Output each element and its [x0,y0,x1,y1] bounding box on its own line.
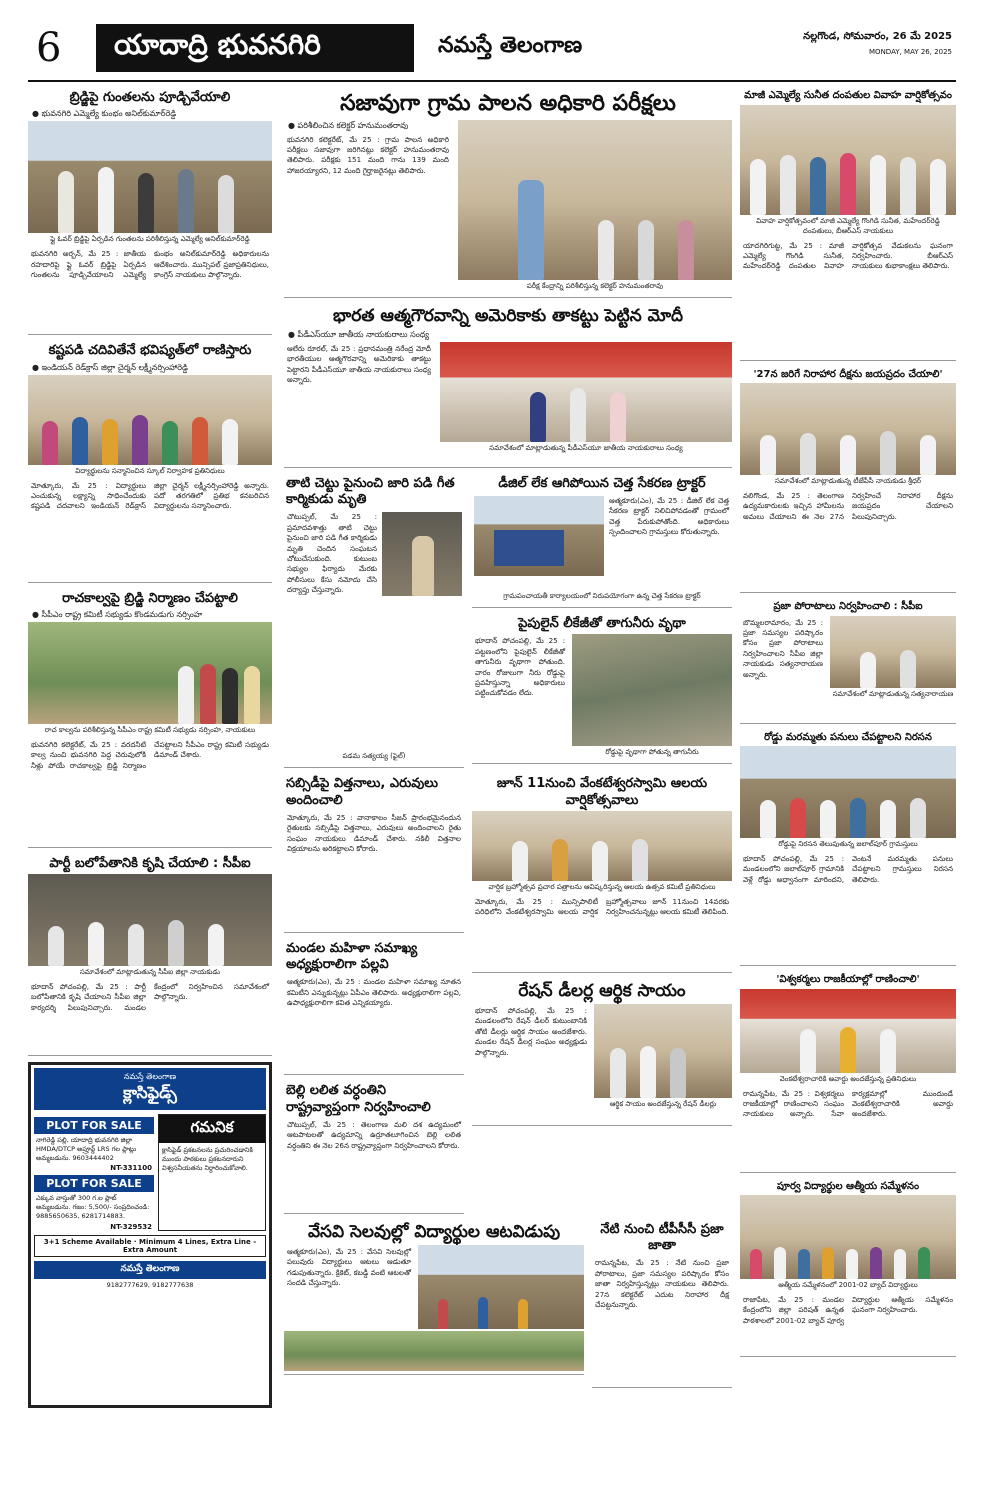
article-body: ఆత్మకూరు(ఎం), మే 25 : డీజిల్ లేక చెత్త సేకరణ ట్రాక్టర్ నిలిచిపోవడంతో గ్రామంలో చెత్త పేరుకుపోతోంది. అధికారులు స్పందించాలని గ్రామస్తులు కోరుతున్నారు. [609,496,729,537]
dateline [714,24,956,72]
article-body: మోత్కూరు, మే 25 : విద్యార్థులు ఎంచుకున్న లక్ష్యాన్ని సాధించేందుకు కష్టపడి చదవాలని ఇండియన్ రెడ్‌క్రాస్ జిల్లా చైర్మన్ లక్ష్మీనర్సింహారెడ్డి అన్నారు. పదో తరగతిలో ప్రతిభ కనబరిచిన విద్యార్థులను సన్మానించారు. [31,480,269,511]
article-toddy-tapper [284,474,464,769]
news-photo-2 [284,1331,584,1371]
headline: పూర్వ విద్యార్థుల ఆత్మీయ సమ్మేళనం [776,1180,920,1192]
article-body: రామన్నపేట, మే 25 : నేటి నుంచి ప్రజా పోరాటాలు, ప్రజా సమస్యల పరిష్కారం కోసం జాతా నిర్వహిస్తున్నట్లు నాయకులు తెలిపారు. 27న కలెక్టరేట్ ఎదుట నిరాహార దీక్ష చేపట్టనున్నారు. [595,1258,729,1309]
article-body: బొమ్మలరామారం, మే 25 : ప్రజా సమస్యల పరిష్కారం కోసం ప్రజా పోరాటాలు నిర్వహించాలని సీపీఐ జిల్లా నాయకుడు సత్యనారాయణ అన్నారు. [743,617,823,679]
classifieds-banner [34,1068,266,1110]
news-photo [740,383,956,475]
headline: '27న జరిగే నిరాహార దీక్షను జయప్రదం చేయాలి' [753,368,943,380]
article-tractor [472,474,732,608]
photo-caption: ఫ్లై ఓవర్ బ్రిడ్జిపై ఏర్పడిన గుంతలను పరిశీలిస్తున్న ఎమ్మెల్యే అనిల్‌కుమార్‌రెడ్డి [50,235,250,244]
headline: పార్టీ బలోపేతానికి కృషి చేయాలి : సీపీఐ [49,855,251,871]
headline: సజావుగా గ్రామ పాలన అధికారి పరీక్షలు [340,91,676,116]
article-exams [284,88,732,298]
article-cpi-struggle [740,599,956,724]
news-photo [740,105,956,215]
headline: మండల మహిళా సమాఖ్య అధ్యక్షురాలిగా పల్లవి [286,940,418,972]
photo-caption: వార్షిక బ్రహ్మోత్సవ ప్రచార పత్రాలను ఆవిష్కరిస్తున్న ఆలయ ఉత్సవ కమిటీ ప్రతినిధులు [488,882,716,891]
notice-title: గమనిక [159,1115,265,1143]
news-photo [28,874,272,966]
subhead: ● సీపీఎం రాష్ట్ర కమిటీ సభ్యుడు కొండమడుగు నర్సింహ [32,609,203,619]
article-summer-play [284,1220,584,1375]
classifieds-brand: నమస్తే తెలంగాణ [123,1072,177,1081]
article-belli-lalitha [284,1081,464,1214]
headline: డీజిల్ లేక ఆగిపోయిన చెత్త సేకరణ ట్రాక్టర్ [498,475,706,491]
headline: సబ్సిడీపై విత్తనాలు, ఎరువులు అందించాలి [286,776,438,808]
date-telugu: నల్లగొండ, సోమవారం, 26 మే 2025 [803,31,952,42]
headline: భారత ఆత్మగౌరవాన్ని అమెరికాకు తాకట్టు పెట్టిన మోదీ [332,305,684,326]
photo-caption: గ్రామపంచాయతీ కార్యాలయంలో నిరుపయోగంగా ఉన్న చెత్త సేకరణ ట్రాక్టర్ [503,592,701,600]
photo-caption: ఆర్థిక సాయం అందజేస్తున్న రేషన్ డీలర్లు [609,1100,717,1108]
news-photo [418,1245,584,1329]
headline: బెల్లి లలిత వర్ధంతిని రాష్ట్రవ్యాప్తంగా నిర్వహించాలి [286,1083,431,1115]
article-body: రాజాపేట, మే 25 : మండల కేంద్రంలోని జిల్లా పరిషత్ ఉన్నత పాఠశాలలో 2001-02 బ్యాచ్ పూర్వ విద్యార్థుల ఆత్మీయ సమ్మేళనం ఘనంగా నిర్వహించారు. [743,1295,953,1325]
article-body: యాదగిరిగుట్ట, మే 25 : మాజీ ఎమ్మెల్యే గొంగిడి సునీత, మహేందర్‌రెడ్డి దంపతుల వివాహ వార్షికోత్సవ వేడుకలను ఘనంగా నిర్వహించారు. బీఆర్‌ఎస్ నాయకులు శుభాకాంక్షలు తెలిపారు. [743,240,953,271]
article-body: వలిగొండ, మే 25 : తెలంగాణ ఉద్యమకారులకు ఇచ్చిన హామీలను అమలు చేయాలని ఈ నెల 27న నిర్వహించే నిరాహార దీక్షను జయప్రదం చేయాలని పిలుపునిచ్చారు. [743,491,953,521]
article-body: మోత్కూరు, మే 25 : మున్సిపాలిటీ పరిధిలోని వేంకటేశ్వరస్వామి ఆలయ వార్షిక బ్రహ్మోత్సవాలు జూన్ 11నుంచి 14వరకు నిర్వహించనున్నట్లు ఆలయ కమిటీ తెలిపింది. [475,896,729,917]
article-body: భూదాన్ పోచంపల్లి, మే 25 : పట్టణంలోని పైపులైన్ లీకేజీతో తాగునీరు వృథాగా పోతుంది. వారం రోజులుగా నీరు రోడ్డుపై ప్రవహిస్తున్నా అధికారులు పట్టించుకోవడం లేదు. [475,636,565,698]
headline: మాజీ ఎమ్మెల్యే సునీత దంపతుల వివాహ వార్షికోత్సవం [744,90,952,101]
masthead [28,24,956,72]
photo-caption: సమావేశంలో మాట్లాడుతున్న సీపీఐ జిల్లా నాయకుడు [79,968,221,976]
classifieds-ad [28,1062,272,1408]
headline: కష్టపడి చదివితేనే భవిష్యత్‌లో రాణిస్తారు [48,343,252,359]
photo-caption: విద్యార్థులను సన్మానించిన స్కూల్ నిర్వాహక ప్రతినిధులు [75,466,225,475]
article-body: మోత్కూరు, మే 25 : వానాకాలం సీజన్ ప్రారంభమైనందున రైతులకు సబ్సిడీపై విత్తనాలు, ఎరువులు అందించాలని రైతు సంఘం నాయకులు డిమాండ్ చేశారు. నకిలీ విత్తనాల విక్రయాలను అరికట్టాలని కోరారు. [287,812,461,854]
article-body: రామన్నపేట, మే 25 : విశ్వకర్మలు రాజకీయాల్లో రాణించాలని సంఘం నాయకులు అన్నారు. సేవా కార్యక్రమాల్లో ముందుండే వెంకటేశ్వరాచారికి అవార్డు అందజేశారు. [743,1088,953,1119]
photo-caption: సమావేశంలో మాట్లాడుతున్న సత్యనారాయణ [832,689,954,698]
headline: రేషన్ డీలర్ల ఆర్థిక సాయం [518,980,686,1001]
plot-ad-text: నాగిరెడ్డి పల్లి, యాదాద్రి భువనగిరి జిల్లా HMDA/DTCP అప్రూవ్డ్ LRS గల ప్లాట్లు అమ్మబడును. 9603444402 [36,1136,137,1162]
plot-ad-title-2: PLOT FOR SALE [34,1175,154,1192]
article-body: ఆత్మకూరు(ఎం), మే 25 : మండల మహిళా సమాఖ్య నూతన కమిటీని ఎన్నుకున్నట్లు ఏపీఎం తెలిపారు. అధ్యక్షురాలిగా పల్లవి, ఉపాధ్యక్షురాలిగా కవిత ఎన్నికయ్యారు. [287,977,461,1008]
article-body: ఆలేరు రూరల్, మే 25 : ప్రధానమంత్రి నరేంద్ర మోదీ భారతీయుల ఆత్మగౌరవాన్ని అమెరికాకు తాకట్టు పెట్టారని పీడీఎస్‌యూ జాతీయ నాయకురాలు సంధ్య అన్నారు. [287,343,431,385]
article-body: ఆత్మకూరు(ఎం), మే 25 : వేసవి సెలవుల్లో పలువురు విద్యార్థులు ఆటలు ఆడుతూ గడుపుతున్నారు. క్రికెట్, కబడ్డీ వంటి ఆటలతో సందడి చేస్తున్నారు. [287,1247,411,1288]
section-title: యాదాద్రి భువనగిరి [96,24,414,72]
news-photo [28,622,272,724]
news-photo [28,121,272,233]
classifieds-phones: 9182777629, 9182777638 [106,1280,194,1289]
news-photo [458,120,732,280]
article-women-federation [284,939,464,1076]
subhead: ● పరిశీలించిన కలెక్టర్ హనుమంతరావు [288,120,409,130]
article-cpi-party [28,854,272,1056]
photo-caption: వివాహ వార్షికోత్సవంలో మాజీ ఎమ్మెల్యే గొంగిడి సునీత, మహేందర్‌రెడ్డి దంపతులు, బీఆర్‌ఎస్ నాయకులు [756,216,940,235]
photo-caption: రాచ కాల్వను పరిశీలిస్తున్న సీపీఎం రాష్ట్ర కమిటీ సభ్యుడు నర్సింహ, నాయకులు [44,725,256,734]
photo-caption: వెంకటేశ్వరాచారికి అవార్డు అందజేస్తున్న ప్రతినిధులు [779,1074,917,1083]
article-road-protest [740,730,956,967]
subhead: ● పీడీఎస్‌యూ జాతీయ నాయకురాలు సంధ్య [288,329,430,339]
headline: వేసవి సెలవుల్లో విద్యార్థుల ఆటవిడుపు [307,1221,561,1242]
article-body: భూదాన్ పోచంపల్లి, మే 25 : పార్టీ బలోపేతానికి కృషి చేయాలని సీపీఐ జిల్లా కార్యదర్శి పిలుపునిచ్చారు. మండల కేంద్రంలో నిర్వహించిన సమావేశంలో పాల్గొన్నారు. [31,982,269,1012]
article-body: చౌటుప్పల్, మే 25 : తెలంగాణ మలి దశ ఉద్యమంలో ఆటపాటలతో ఉద్యమాన్ని ఉర్రూతలూగించిన బెల్లి లలిత వర్ధంతిని ఈ నెల 26న రాష్ట్రవ్యాప్తంగా నిర్వహించాలని కోరారు. [287,1119,461,1150]
subhead: ● ఇండియన్ రెడ్‌క్రాస్ జిల్లా చైర్మన్ లక్ష్మీనర్సింహారెడ్డి [32,362,188,372]
page-number: 6 [36,25,62,71]
news-photo [740,746,956,838]
photo-caption: పడమ సత్యయ్య (ఫైల్) [342,752,406,761]
article-bridge-potholes [28,88,272,335]
news-photo [594,1004,732,1098]
article-body: భువనగిరి కలెక్టరేట్, మే 25 : గ్రామ పాలన అధికారి పరీక్షలు సజావుగా జరిగినట్లు కలెక్టర్ హనుమంతరావు తెలిపారు. పరీక్షకు 151 మంది గాను 139 మంది హాజరయ్యారని, 12 మంది గైర్హాజరైనట్లు తెలిపారు. [287,134,449,175]
classifieds-title: క్లాసిఫైడ్స్ [123,1083,177,1102]
photo-caption: రోడ్డుపై నిరసన తెలుపుతున్న జలాల్‌పూర్ గ్రామస్తులు [778,840,918,848]
headline: బ్రిడ్జిపై గుంతలను పూడ్చివేయాలి [69,90,231,105]
news-photo [472,811,732,881]
plot-ad-title: PLOT FOR SALE [34,1117,154,1134]
article-modi [284,304,732,468]
article-tpcc-jatha [592,1220,732,1389]
headline: రోడ్డు మరమ్మతు పనులు చేపట్టాలని నిరసన [764,731,932,743]
headline: పైపులైన్ లీకేజీతో తాగునీరు వృథా [518,616,686,631]
plot-ad-code: NT-331100 [110,1164,152,1173]
headline: నేటి నుంచి టీపీసీసీ ప్రజా జాతా [600,1221,724,1253]
newspaper-brand: నమస్తే తెలంగాణ [438,33,583,58]
news-photo [740,989,956,1073]
article-seeds [284,774,464,933]
article-body: భువనగిరి కలెక్టరేట్, మే 25 : వరదనీటి కాల్వ నుంచి భువనగిరి పెద్ద చెరువులోకి నీళ్లు పోయే రాచకాల్వపై బ్రిడ్జి నిర్మాణం చేపట్టాలని సీపీఎం రాష్ట్ర కమిటీ సభ్యుడు డిమాండ్ చేశారు. [31,739,269,770]
photo-caption: సమావేశంలో మాట్లాడుతున్న పీడీఎస్‌యూ జాతీయ నాయకురాలు సంధ్య [489,443,683,452]
headline: రాచకాల్వపై బ్రిడ్జి నిర్మాణం చేపట్టాలి [62,590,238,606]
column-right [740,88,956,1363]
article-body: భూదాన్ పోచంపల్లి, మే 25 : మండలంలోని జలాల్‌పూర్ గ్రామానికి వెళ్లే రోడ్డు అధ్వానంగా మారిందని, వెంటనే మరమ్మతు పనులు చేపట్టాలని గ్రామస్తులు నిరసన తెలిపారు. [743,854,953,884]
article-temple-festival [472,774,732,973]
column-left [28,88,272,1408]
subhead: ● భువనగిరి ఎమ్మెల్యే కుంభం అనిల్‌కుమార్‌రెడ్డి [32,109,177,119]
news-photo [382,512,462,596]
headline: ప్రజా పోరాటాలు నిర్వహించాలి : సీపీఐ [773,601,923,612]
article-study-hard [28,341,272,582]
photo-caption: సమావేశంలో మాట్లాడుతున్న టీజేపీసీ నాయకుడు శ్రీధర్ [774,477,922,485]
classifieds-footer: నమస్తే తెలంగాణ [34,1261,266,1279]
news-photo [474,496,604,576]
article-canal-bridge [28,589,272,848]
masthead-rule [28,80,956,82]
news-photo [740,1195,956,1279]
news-photo [440,342,732,442]
headline: తాటి చెట్టు పైనుంచి జారి పడి గీత కార్మికుడు మృతి [286,475,455,507]
article-vishwakarma [740,972,956,1173]
headline: జూన్ 11నుంచి వేంకటేశ్వరస్వామి ఆలయ వార్షికోత్సవాలు [496,776,708,808]
article-hunger-strike [740,367,956,594]
photo-caption: రోడ్డుపై వృథాగా పోతున్న తాగునీరు [605,748,699,757]
column-middle [284,88,732,1394]
headline: 'విశ్వకర్మలు రాజకీయాల్లో రాణించాలి' [776,974,920,985]
notice-text: క్లాసిఫైడ్ ప్రకటనలను ప్రచురించడానికి ముందు పాఠకులు ప్రకటనదారుని విశ్వసనీయతను నిర్ధారించుకోవాలి. [162,1146,253,1172]
photo-caption: పరీక్ష కేంద్రాన్ని పరిశీలిస్తున్న కలెక్టర్ హనుమంతరావు [526,281,664,290]
plot-ad-code-2: NT-329532 [110,1222,152,1231]
article-body: భువనగిరి అర్బన్, మే 25 : జాతీయ రహదారిపై ఫ్లై ఓవర్ బ్రిడ్జిపై ఏర్పడిన గుంతలను పూడ్చివేయాలని ఎమ్మెల్యే కుంభం అనిల్‌కుమార్‌రెడ్డి అధికారులను ఆదేశించారు. మున్సిపల్ ప్రజాప్రతినిధులు, కాంగ్రెస్ నాయకులు పాల్గొన్నారు. [31,249,269,280]
news-photo [28,375,272,465]
article-anniversary [740,88,956,361]
news-photo [572,634,732,746]
article-pipeline [472,614,732,764]
scheme-note: 3+1 Scheme Available · Minimum 4 Lines, Extra Line - Extra Amount [34,1235,266,1257]
plot-ad-text-2: ఎక్కువ వాస్తుతో 300 గ.ల ప్లాట్ అమ్మబడును. గజం: 5,500/- సంప్రదించండి: 9885650635, 6281714883. [36,1194,150,1220]
article-body: చౌటుప్పల్, మే 25 : ప్రమాదవశాత్తు తాటి చెట్టు పైనుంచి జారి పడి గీత కార్మికుడు మృతి చెందిన సంఘటన చోటుచేసుకుంది. కుటుంబ సభ్యుల ఫిర్యాదు మేరకు పోలీసులు కేసు నమోదు చేసి దర్యాప్తు చేస్తున్నారు. [287,512,377,595]
article-alumni-meet [740,1179,956,1358]
article-ration-dealers [472,979,732,1126]
article-body: భూదాన్ పోచంపల్లి, మే 25 : మండలంలోని రేషన్ డీలర్ కుటుంబానికి తోటి డీలర్లు ఆర్థిక సాయం అందజేశారు. మండల రేషన్ డీలర్ల సంఘం అధ్యక్షుడు పాల్గొన్నారు. [475,1006,587,1057]
photo-caption: ఆత్మీయ సమ్మేళనంలో 2001-02 బ్యాచ్ విద్యార్థులు [778,1281,918,1289]
date-english: MONDAY, MAY 26, 2025 [869,48,952,56]
news-photo [830,616,956,688]
